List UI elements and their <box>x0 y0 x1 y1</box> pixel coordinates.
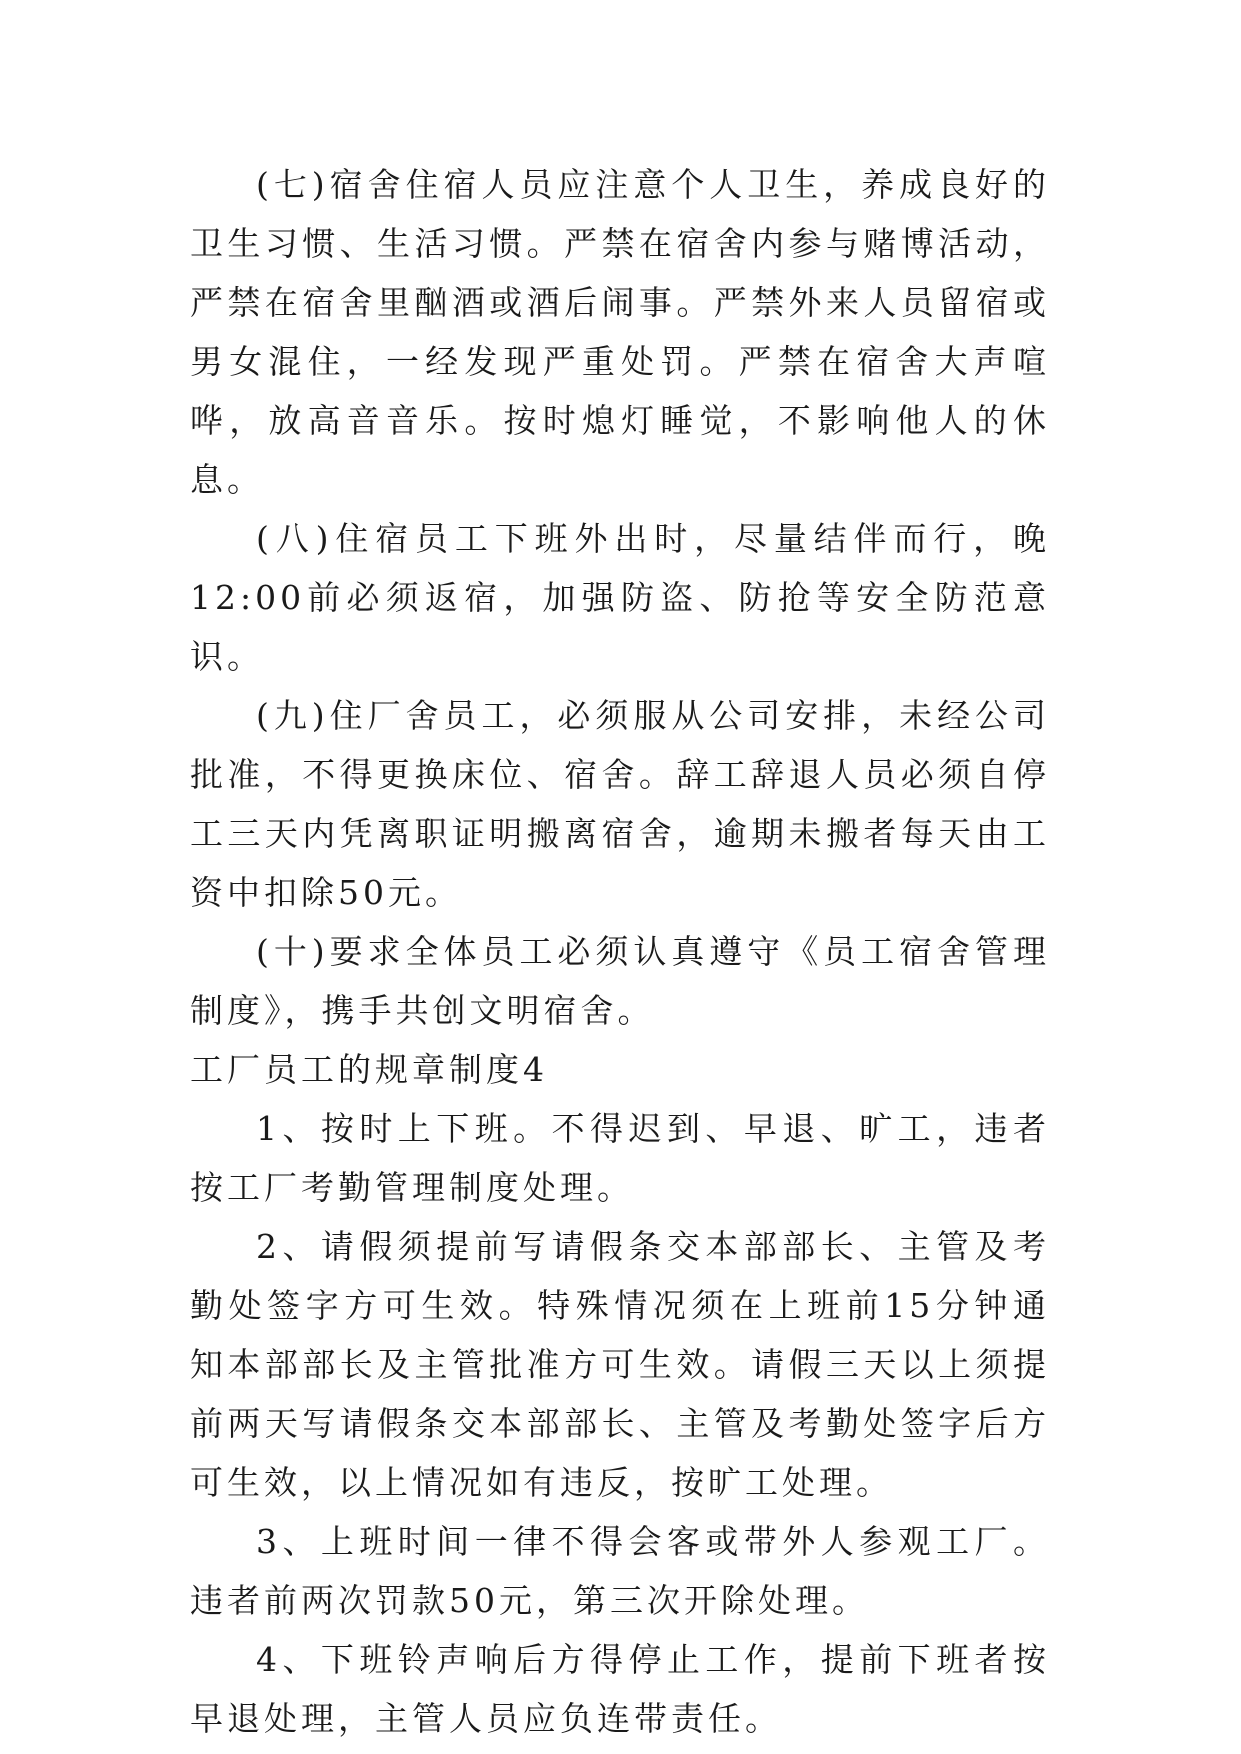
rule-item-visitors: 3、上班时间一律不得会客或带外人参观工厂。违者前两次罚款50元，第三次开除处理。 <box>190 1522 1050 1620</box>
paragraph-curfew: (八)住宿员工下班外出时，尽量结伴而行，晚12:00前必须返宿，加强防盗、防抢等安全防范意识。 <box>190 519 1050 676</box>
paragraph-compliance: (十)要求全体员工必须认真遵守《员工宿舍管理制度》，携手共创文明宿舍。 <box>190 932 1050 1030</box>
rule-item-leave-request: 2、请假须提前写请假条交本部部长、主管及考勤处签字方可生效。特殊情况须在上班前15分钟通知本部部长及主管批准方可生效。请假三天以上须提前两天写请假条交本部部长、主管及考勤处签字后方可生效，以上情况如有违反，按旷工处理。 <box>190 1227 1050 1502</box>
rule-item-attendance: 1、按时上下班。不得迟到、早退、旷工，违者按工厂考勤管理制度处理。 <box>190 1109 1050 1207</box>
rule-item-end-of-shift: 4、下班铃声响后方得停止工作，提前下班者按早退处理，主管人员应负连带责任。 <box>190 1640 1050 1738</box>
paragraph-bed-assignment: (九)住厂舍员工，必须服从公司安排，未经公司批准，不得更换床位、宿舍。辞工辞退人员必须自停工三天内凭离职证明搬离宿舍，逾期未搬者每天由工资中扣除50元。 <box>190 696 1050 912</box>
document-body <box>190 155 1050 1748</box>
paragraph-dormitory-hygiene: (七)宿舍住宿人员应注意个人卫生，养成良好的卫生习惯、生活习惯。严禁在宿舍内参与赌博活动，严禁在宿舍里酗酒或酒后闹事。严禁外来人员留宿或男女混住，一经发现严重处罚。严禁在宿舍大声喧哗，放高音音乐。按时熄灯睡觉，不影响他人的休息。 <box>190 165 1050 499</box>
section-heading: 工厂员工的规章制度4 <box>190 1050 548 1089</box>
